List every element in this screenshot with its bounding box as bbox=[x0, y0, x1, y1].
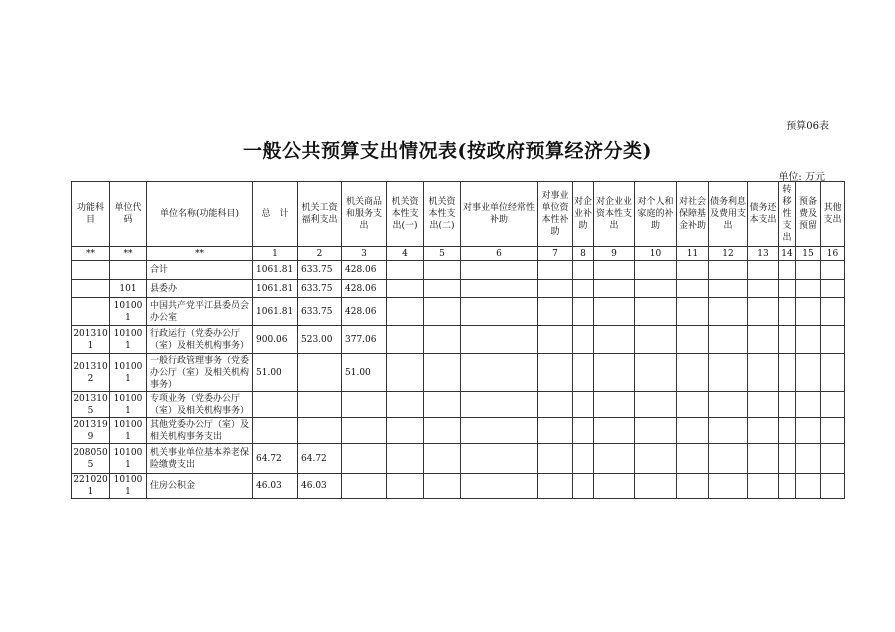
column-index: ** bbox=[72, 247, 110, 261]
empty-cell bbox=[709, 298, 748, 326]
empty-cell bbox=[573, 392, 594, 418]
empty-cell bbox=[709, 474, 748, 499]
function-code-cell: 2013199 bbox=[73, 419, 108, 442]
unit-code-cell bbox=[110, 261, 147, 280]
column-index: 14 bbox=[779, 247, 796, 261]
empty-cell bbox=[821, 444, 845, 474]
empty-cell bbox=[538, 418, 573, 444]
empty-cell bbox=[748, 326, 779, 354]
goods-services-cell: 428.06 bbox=[342, 280, 387, 298]
empty-cell bbox=[709, 280, 748, 298]
unit-name-cell: 一般行政管理事务（党委办公厅（室）及相关机构事务） bbox=[147, 354, 253, 392]
column-header: 单位名称(功能科目) bbox=[147, 182, 253, 247]
table-row bbox=[72, 474, 845, 499]
function-code-cell: 2013102 bbox=[72, 354, 110, 392]
column-index: 6 bbox=[461, 247, 538, 261]
column-index: 4 bbox=[387, 247, 424, 261]
total-cell: 51.00 bbox=[253, 354, 298, 392]
empty-cell bbox=[461, 418, 538, 444]
wage-welfare-cell: 46.03 bbox=[298, 474, 342, 499]
empty-cell bbox=[709, 418, 748, 444]
empty-cell bbox=[387, 298, 424, 326]
table-row bbox=[72, 354, 845, 392]
function-code-cell: 2210201 bbox=[73, 475, 108, 497]
empty-cell bbox=[677, 261, 709, 280]
empty-cell bbox=[677, 392, 709, 418]
empty-cell bbox=[387, 280, 424, 298]
column-header: 对企业补助 bbox=[573, 182, 594, 247]
empty-cell bbox=[424, 392, 461, 418]
wage-welfare-cell bbox=[298, 418, 342, 444]
goods-services-cell: 428.06 bbox=[342, 261, 387, 280]
empty-cell bbox=[594, 280, 635, 298]
table-row bbox=[72, 326, 845, 354]
empty-cell bbox=[709, 444, 748, 474]
empty-cell bbox=[748, 444, 779, 474]
empty-cell bbox=[709, 392, 748, 418]
empty-cell bbox=[538, 280, 573, 298]
column-index: 5 bbox=[424, 247, 461, 261]
total-cell: 900.06 bbox=[253, 326, 298, 354]
empty-cell bbox=[821, 280, 845, 298]
empty-cell bbox=[387, 444, 424, 474]
column-index: 1 bbox=[253, 247, 298, 261]
empty-cell bbox=[424, 474, 461, 499]
table-row bbox=[72, 418, 845, 444]
unit-code-cell: 101001 bbox=[110, 444, 147, 474]
table-index-row bbox=[72, 247, 845, 261]
unit-name-cell: 专项业务（党委办公厅（室）及相关机构事务） bbox=[147, 392, 253, 418]
empty-cell bbox=[748, 280, 779, 298]
empty-cell bbox=[677, 354, 709, 392]
unit-code-cell: 101001 bbox=[110, 354, 147, 392]
empty-cell bbox=[748, 354, 779, 392]
empty-cell bbox=[796, 298, 821, 326]
empty-cell bbox=[387, 392, 424, 418]
column-header: 对事业单位经常性补助 bbox=[461, 182, 538, 247]
unit-name-cell: 住房公积金 bbox=[147, 474, 253, 499]
empty-cell bbox=[821, 326, 845, 354]
empty-cell bbox=[538, 444, 573, 474]
empty-cell bbox=[573, 261, 594, 280]
wage-welfare-cell bbox=[298, 354, 342, 392]
empty-cell bbox=[677, 474, 709, 499]
unit-code-cell: 101001 bbox=[110, 298, 147, 326]
empty-cell bbox=[538, 261, 573, 280]
empty-cell bbox=[821, 392, 845, 418]
total-cell: 1061.81 bbox=[253, 298, 298, 326]
function-code-cell: 2013105 bbox=[73, 393, 108, 416]
empty-cell bbox=[573, 474, 594, 499]
empty-cell bbox=[635, 354, 677, 392]
empty-cell bbox=[461, 326, 538, 354]
empty-cell bbox=[635, 298, 677, 326]
empty-cell bbox=[796, 261, 821, 280]
empty-cell bbox=[748, 418, 779, 444]
unit-name-cell: 县委办 bbox=[147, 280, 253, 298]
unit-name-cell: 其他党委办公厅（室）及相关机构事务支出 bbox=[147, 418, 253, 444]
column-header: 其他支出 bbox=[821, 182, 845, 247]
empty-cell bbox=[424, 298, 461, 326]
column-header: 债务利息及费用支出 bbox=[709, 182, 748, 247]
empty-cell bbox=[677, 298, 709, 326]
column-header: 单位代码 bbox=[110, 182, 147, 247]
column-index: 11 bbox=[677, 247, 709, 261]
empty-cell bbox=[821, 418, 845, 444]
empty-cell bbox=[796, 280, 821, 298]
goods-services-cell: 51.00 bbox=[342, 354, 387, 392]
empty-cell bbox=[709, 326, 748, 354]
empty-cell bbox=[387, 418, 424, 444]
unit-code-cell: 101001 bbox=[110, 418, 147, 444]
column-header: 对个人和家庭的补助 bbox=[635, 182, 677, 247]
empty-cell bbox=[538, 354, 573, 392]
empty-cell bbox=[796, 354, 821, 392]
table-row bbox=[72, 444, 845, 474]
empty-cell bbox=[779, 354, 796, 392]
empty-cell bbox=[461, 354, 538, 392]
function-code-cell bbox=[72, 261, 110, 280]
empty-cell bbox=[821, 474, 845, 499]
empty-cell bbox=[387, 326, 424, 354]
empty-cell bbox=[635, 418, 677, 444]
empty-cell bbox=[821, 298, 845, 326]
empty-cell bbox=[677, 444, 709, 474]
column-index: 8 bbox=[573, 247, 594, 261]
wage-welfare-cell: 633.75 bbox=[298, 280, 342, 298]
empty-cell bbox=[573, 326, 594, 354]
empty-cell bbox=[461, 444, 538, 474]
empty-cell bbox=[424, 418, 461, 444]
column-header: 机关资本性支出(一) bbox=[387, 182, 424, 247]
empty-cell bbox=[594, 392, 635, 418]
column-index: 16 bbox=[821, 247, 845, 261]
total-cell: 1061.81 bbox=[253, 261, 298, 280]
empty-cell bbox=[821, 354, 845, 392]
empty-cell bbox=[748, 298, 779, 326]
column-header: 功能科目 bbox=[72, 182, 110, 247]
empty-cell bbox=[779, 444, 796, 474]
empty-cell bbox=[748, 392, 779, 418]
empty-cell bbox=[796, 474, 821, 499]
empty-cell bbox=[424, 354, 461, 392]
empty-cell bbox=[594, 444, 635, 474]
empty-cell bbox=[594, 418, 635, 444]
empty-cell bbox=[748, 474, 779, 499]
empty-cell bbox=[387, 354, 424, 392]
column-header: 机关工资福利支出 bbox=[298, 182, 342, 247]
total-cell bbox=[253, 392, 298, 418]
empty-cell bbox=[538, 326, 573, 354]
empty-cell bbox=[821, 261, 845, 280]
empty-cell bbox=[424, 326, 461, 354]
column-header: 预备费及预留 bbox=[796, 182, 821, 247]
function-code-cell: 2013101 bbox=[72, 326, 110, 354]
empty-cell bbox=[573, 298, 594, 326]
empty-cell bbox=[461, 474, 538, 499]
unit-code-cell: 101001 bbox=[110, 392, 147, 418]
column-index: 15 bbox=[796, 247, 821, 261]
empty-cell bbox=[709, 261, 748, 280]
empty-cell bbox=[796, 418, 821, 444]
goods-services-cell bbox=[342, 392, 387, 418]
empty-cell bbox=[461, 298, 538, 326]
goods-services-cell bbox=[342, 418, 387, 444]
goods-services-cell bbox=[342, 474, 387, 499]
table-row bbox=[72, 298, 845, 326]
wage-welfare-cell: 633.75 bbox=[298, 261, 342, 280]
wage-welfare-cell: 64.72 bbox=[298, 444, 342, 474]
empty-cell bbox=[677, 326, 709, 354]
empty-cell bbox=[573, 418, 594, 444]
empty-cell bbox=[461, 261, 538, 280]
empty-cell bbox=[779, 298, 796, 326]
empty-cell bbox=[796, 326, 821, 354]
empty-cell bbox=[387, 474, 424, 499]
column-header: 总 计 bbox=[253, 182, 298, 247]
column-header: 机关商品和服务支出 bbox=[342, 182, 387, 247]
goods-services-cell bbox=[342, 444, 387, 474]
empty-cell bbox=[594, 326, 635, 354]
budget-table bbox=[71, 181, 845, 499]
total-cell bbox=[253, 418, 298, 444]
empty-cell bbox=[594, 298, 635, 326]
empty-cell bbox=[779, 392, 796, 418]
empty-cell bbox=[538, 392, 573, 418]
column-header: 转移性支出 bbox=[779, 182, 796, 247]
empty-cell bbox=[538, 298, 573, 326]
column-header: 对企业业资本性支出 bbox=[594, 182, 635, 247]
column-index: ** bbox=[147, 247, 253, 261]
empty-cell bbox=[424, 444, 461, 474]
total-cell: 64.72 bbox=[253, 444, 298, 474]
function-code-cell bbox=[72, 298, 110, 326]
wage-welfare-cell bbox=[298, 392, 342, 418]
column-index: 7 bbox=[538, 247, 573, 261]
unit-code-cell: 101001 bbox=[110, 326, 147, 354]
column-index: 13 bbox=[748, 247, 779, 261]
unit-name-cell: 机关事业单位基本养老保险缴费支出 bbox=[147, 444, 253, 474]
empty-cell bbox=[635, 474, 677, 499]
empty-cell bbox=[594, 261, 635, 280]
table-row bbox=[72, 392, 845, 418]
total-cell: 46.03 bbox=[253, 474, 298, 499]
column-index: 10 bbox=[635, 247, 677, 261]
page-title: 一般公共预算支出情况表(按政府预算经济分类) bbox=[243, 140, 652, 162]
empty-cell bbox=[796, 444, 821, 474]
empty-cell bbox=[594, 474, 635, 499]
column-header: 对社会保障基金补助 bbox=[677, 182, 709, 247]
empty-cell bbox=[387, 261, 424, 280]
empty-cell bbox=[677, 418, 709, 444]
empty-cell bbox=[573, 444, 594, 474]
column-index: 12 bbox=[709, 247, 748, 261]
empty-cell bbox=[779, 418, 796, 444]
column-header: 债务还本支出 bbox=[748, 182, 779, 247]
unit-name-cell: 行政运行（党委办公厅（室）及相关机构事务） bbox=[147, 326, 253, 354]
empty-cell bbox=[635, 280, 677, 298]
goods-services-cell: 428.06 bbox=[342, 298, 387, 326]
empty-cell bbox=[424, 280, 461, 298]
table-row bbox=[72, 280, 845, 298]
empty-cell bbox=[796, 392, 821, 418]
empty-cell bbox=[779, 474, 796, 499]
empty-cell bbox=[635, 444, 677, 474]
unit-label: 单位: 万元 bbox=[778, 172, 825, 183]
empty-cell bbox=[573, 354, 594, 392]
empty-cell bbox=[677, 280, 709, 298]
function-code-cell: 2080505 bbox=[72, 444, 110, 474]
empty-cell bbox=[635, 261, 677, 280]
empty-cell bbox=[461, 280, 538, 298]
unit-name-cell: 合计 bbox=[147, 261, 253, 280]
unit-name-cell: 中国共产党平江县委员会办公室 bbox=[147, 298, 253, 326]
unit-code-cell: 101001 bbox=[110, 474, 147, 499]
column-index: 9 bbox=[594, 247, 635, 261]
empty-cell bbox=[635, 392, 677, 418]
unit-code-cell: 101 bbox=[110, 280, 147, 298]
empty-cell bbox=[709, 354, 748, 392]
empty-cell bbox=[779, 261, 796, 280]
empty-cell bbox=[779, 280, 796, 298]
form-number: 预算06表 bbox=[786, 121, 829, 132]
total-cell: 1061.81 bbox=[253, 280, 298, 298]
table-header-row bbox=[72, 182, 845, 247]
empty-cell bbox=[635, 326, 677, 354]
column-index: ** bbox=[110, 247, 147, 261]
table-row bbox=[72, 261, 845, 280]
column-index: 3 bbox=[342, 247, 387, 261]
column-header: 对事业单位资本性补助 bbox=[538, 182, 573, 247]
wage-welfare-cell: 523.00 bbox=[298, 326, 342, 354]
empty-cell bbox=[538, 474, 573, 499]
goods-services-cell: 377.06 bbox=[342, 326, 387, 354]
empty-cell bbox=[424, 261, 461, 280]
column-header: 机关资本性支出(二) bbox=[424, 182, 461, 247]
wage-welfare-cell: 633.75 bbox=[298, 298, 342, 326]
empty-cell bbox=[461, 392, 538, 418]
column-index: 2 bbox=[298, 247, 342, 261]
empty-cell bbox=[594, 354, 635, 392]
empty-cell bbox=[573, 280, 594, 298]
empty-cell bbox=[748, 261, 779, 280]
function-code-cell bbox=[72, 280, 110, 298]
empty-cell bbox=[779, 326, 796, 354]
